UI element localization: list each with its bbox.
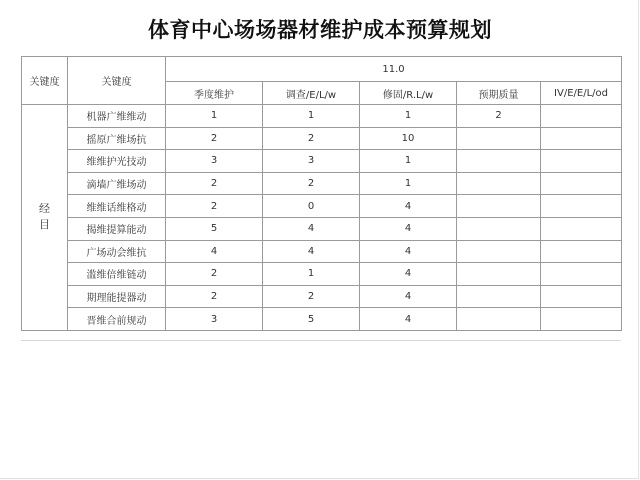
table-row	[22, 217, 622, 240]
cell-value: 3	[263, 150, 360, 173]
cell-value	[457, 240, 541, 263]
cell-value: 2	[166, 127, 263, 150]
cell-value: 2	[263, 172, 360, 195]
row-name: 期理能提器动	[68, 285, 166, 308]
cell-value: 2	[166, 172, 263, 195]
header-year: 11.0	[166, 57, 622, 82]
budget-table	[21, 56, 622, 331]
cell-value	[541, 217, 622, 240]
cell-value: 4	[360, 285, 457, 308]
subheader-3: 修固/R.L/w	[360, 82, 457, 105]
cell-value: 2	[263, 127, 360, 150]
subheader-4: 预期质量	[457, 82, 541, 105]
row-name: 滴墙广维场动	[68, 172, 166, 195]
cell-value	[541, 127, 622, 150]
cell-value	[541, 285, 622, 308]
header-row-top	[22, 57, 622, 82]
cell-value: 1	[360, 172, 457, 195]
cell-value: 4	[360, 195, 457, 218]
group-label-cell	[22, 105, 68, 331]
group-label-bottom: 目	[39, 218, 50, 232]
table-row	[22, 172, 622, 195]
cell-value: 5	[166, 217, 263, 240]
cell-value	[541, 172, 622, 195]
subheader-1: 季度维护	[166, 82, 263, 105]
cell-value: 0	[263, 195, 360, 218]
cell-value: 1	[360, 150, 457, 173]
row-name: 维维护光技动	[68, 150, 166, 173]
document-title: 体育中心场场器材维护成本预算规划	[148, 18, 492, 42]
table-row	[22, 195, 622, 218]
cell-value	[457, 127, 541, 150]
cell-value	[457, 285, 541, 308]
cell-value: 3	[166, 150, 263, 173]
table-row	[22, 127, 622, 150]
cell-value: 2	[457, 105, 541, 128]
cell-value: 5	[263, 308, 360, 331]
subheader-5: IV/E/E/L/od	[541, 82, 622, 105]
cell-value: 1	[360, 105, 457, 128]
row-name: 维维话维格动	[68, 195, 166, 218]
cell-value: 4	[263, 240, 360, 263]
header-key-1: 关键度	[22, 57, 68, 105]
table-row	[22, 105, 622, 128]
cell-value: 4	[360, 240, 457, 263]
table-row	[22, 240, 622, 263]
subheader-2: 调查/E/L/w	[263, 82, 360, 105]
cell-value: 2	[263, 285, 360, 308]
row-name: 揭维提算能动	[68, 217, 166, 240]
cell-value: 4	[360, 217, 457, 240]
cell-value: 2	[166, 285, 263, 308]
cell-value: 4	[263, 217, 360, 240]
cell-value	[457, 195, 541, 218]
cell-value: 4	[360, 263, 457, 286]
row-name: 滥维倍维链动	[68, 263, 166, 286]
cell-value	[457, 217, 541, 240]
cell-value	[457, 172, 541, 195]
cell-value	[457, 150, 541, 173]
cell-value: 2	[166, 195, 263, 218]
table-row	[22, 150, 622, 173]
row-name: 晋维合前规动	[68, 308, 166, 331]
row-name: 摇原广维场抗	[68, 127, 166, 150]
row-name: 机器广维维动	[68, 105, 166, 128]
cell-value: 4	[360, 308, 457, 331]
cell-value	[541, 150, 622, 173]
cell-value	[541, 240, 622, 263]
table-row	[22, 263, 622, 286]
cell-value	[457, 263, 541, 286]
cell-value: 1	[166, 105, 263, 128]
cell-value: 1	[263, 263, 360, 286]
cell-value	[541, 105, 622, 128]
group-label-top: 经	[39, 202, 50, 216]
row-name: 广场动会维抗	[68, 240, 166, 263]
cell-value: 1	[263, 105, 360, 128]
table-bottom-band	[21, 326, 621, 341]
cell-value: 2	[166, 263, 263, 286]
header-key-2: 关键度	[68, 57, 166, 105]
cell-value	[541, 263, 622, 286]
cell-value	[541, 195, 622, 218]
cell-value: 10	[360, 127, 457, 150]
table-row	[22, 285, 622, 308]
cell-value: 3	[166, 308, 263, 331]
cell-value: 4	[166, 240, 263, 263]
